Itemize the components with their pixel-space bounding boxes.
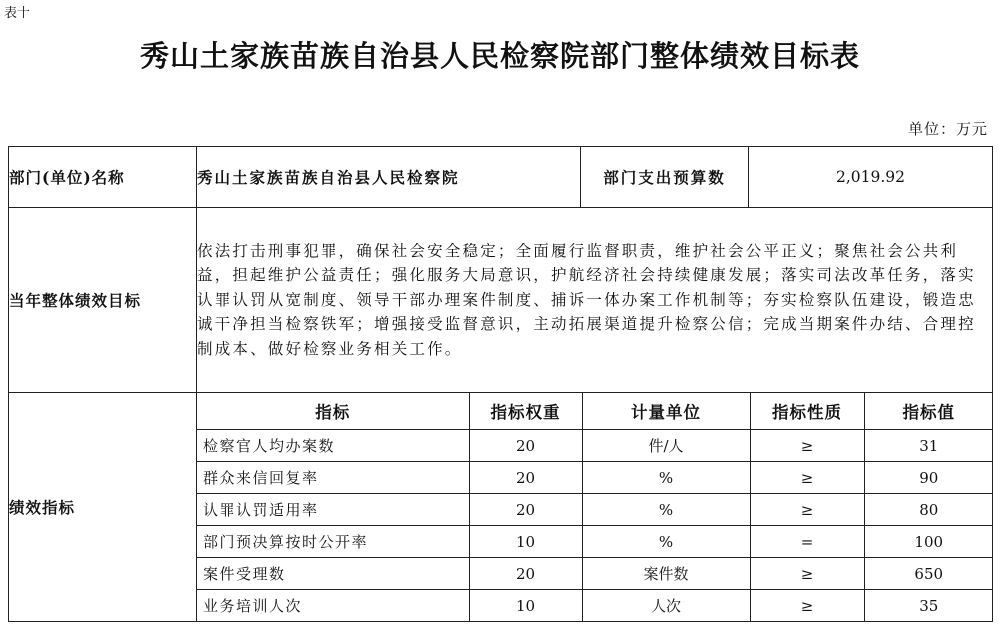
header-nature: 指标性质 (750, 393, 864, 430)
indicator-unit: % (582, 526, 750, 558)
indicator-nature: ≥ (750, 558, 864, 590)
indicator-name: 群众来信回复率 (197, 462, 469, 494)
indicator-nature: ≥ (750, 494, 864, 526)
indicator-value: 31 (864, 430, 993, 462)
annual-goal-row (9, 208, 993, 393)
table-row (197, 494, 993, 526)
table-row (197, 462, 993, 494)
indicator-weight: 20 (469, 558, 582, 590)
indicator-value: 80 (864, 494, 993, 526)
table-row (197, 526, 993, 558)
dept-name-label: 部门(单位)名称 (9, 147, 197, 208)
indicator-name: 案件受理数 (197, 558, 469, 590)
indicator-nature: ≥ (750, 430, 864, 462)
header-weight: 指标权重 (469, 393, 582, 430)
budget-label: 部门支出预算数 (581, 147, 749, 208)
indicator-unit: 人次 (582, 590, 750, 622)
indicators-header-row (197, 393, 993, 430)
header-indicator: 指标 (197, 393, 469, 430)
unit-label: 单位：万元 (907, 120, 988, 138)
indicator-nature: ≥ (750, 462, 864, 494)
indicators-label: 绩效指标 (9, 393, 197, 622)
indicator-name: 检察官人均办案数 (197, 430, 469, 462)
indicators-table (197, 393, 993, 621)
indicator-name: 部门预决算按时公开率 (197, 526, 469, 558)
indicator-weight: 20 (469, 494, 582, 526)
budget-value: 2,019.92 (749, 147, 993, 208)
indicator-weight: 10 (469, 526, 582, 558)
document-title: 秀山土家族苗族自治县人民检察院部门整体绩效目标表 (139, 39, 860, 73)
indicator-name: 业务培训人次 (203, 597, 303, 615)
header-value: 指标值 (864, 393, 993, 430)
indicator-value: 100 (864, 526, 993, 558)
indicator-value: 35 (864, 590, 993, 622)
indicator-nature: ≥ (750, 590, 864, 622)
table-row (197, 430, 993, 462)
indicator-unit: % (582, 462, 750, 494)
indicator-unit: 案件数 (582, 558, 750, 590)
indicator-value: 90 (864, 462, 993, 494)
table-row (197, 558, 993, 590)
indicator-weight: 10 (469, 590, 582, 622)
indicator-unit: 件/人 (582, 430, 750, 462)
annual-goal-text: 依法打击刑事犯罪，确保社会安全稳定；全面履行监督职责，维护社会公平正义；聚焦社会公共利益，担起维护公益责任；强化服务大局意识，护航经济社会持续健康发展；落实司法改革任务，落实认罪认罚从宽制度、领导干部办理案件制度、捕诉一体办案工作机制等；夯实检察队伍建设，锻造忠诚干净担当检察铁军；增强接受监督意识，主动拓展渠道提升检察公信；完成当期案件办结、合理控制成本、做好检察业务相关工作。 (197, 208, 993, 393)
annual-goal-label: 当年整体绩效目标 (9, 208, 197, 393)
performance-target-table (8, 146, 993, 622)
department-info-row (9, 147, 993, 208)
indicator-value: 650 (864, 558, 993, 590)
indicator-weight: 20 (469, 430, 582, 462)
table-number: 表十 (4, 6, 31, 21)
indicator-unit: % (582, 494, 750, 526)
indicators-row (9, 393, 993, 622)
header-unit: 计量单位 (582, 393, 750, 430)
indicator-nature: = (750, 526, 864, 558)
table-row (197, 590, 993, 622)
indicators-cell (197, 393, 993, 622)
dept-name-value: 秀山土家族苗族自治县人民检察院 (197, 147, 581, 208)
indicator-weight: 20 (469, 462, 582, 494)
indicator-name: 认罪认罚适用率 (197, 494, 469, 526)
